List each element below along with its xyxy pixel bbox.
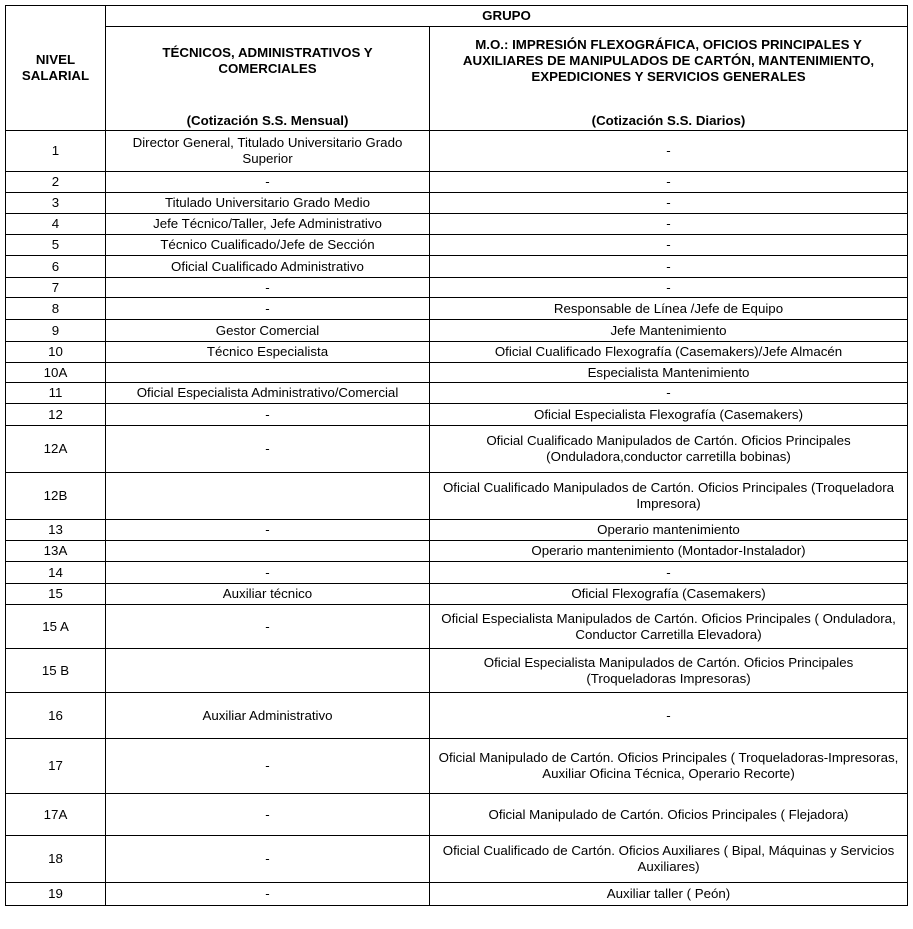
level-cell: 19 (6, 883, 106, 906)
level-cell: 5 (6, 235, 106, 256)
tecnicos-cell: Oficial Cualificado Administrativo (106, 256, 430, 278)
group-header: GRUPO (106, 6, 908, 27)
table-row (6, 520, 908, 541)
mo-cell: - (430, 172, 908, 193)
tecnicos-cell: Jefe Técnico/Taller, Jefe Administrativo (106, 214, 430, 235)
tecnicos-cell (106, 363, 430, 383)
table-row (6, 794, 908, 836)
table-row (6, 342, 908, 363)
mo-cell: - (430, 256, 908, 278)
level-cell: 16 (6, 693, 106, 739)
mo-cell: Especialista Mantenimiento (430, 363, 908, 383)
table-row (6, 214, 908, 235)
mo-cell: Oficial Cualificado Manipulados de Cartón. Oficios Principales (Onduladora,conductor carretilla bobinas) (430, 426, 908, 473)
tecnicos-cell: - (106, 426, 430, 473)
tecnicos-cell: - (106, 883, 430, 906)
mo-column-header (430, 27, 908, 131)
mo-cell: - (430, 278, 908, 298)
mo-title: M.O.: IMPRESIÓN FLEXOGRÁFICA, OFICIOS PRINCIPALES Y AUXILIARES DE MANIPULADOS DE CARTÓN, MANTENIMIENTO, EXPEDICIONES Y SERVICIOS GENERALES (462, 37, 875, 84)
level-cell: 13A (6, 541, 106, 562)
level-cell: 10A (6, 363, 106, 383)
tecnicos-cell: - (106, 605, 430, 649)
table-row (6, 363, 908, 383)
mo-cell: Oficial Cualificado Manipulados de Cartón. Oficios Principales (Troqueladora Impresora) (430, 473, 908, 520)
mo-cell: Oficial Manipulado de Cartón. Oficios Principales ( Troqueladoras-Impresoras, Auxiliar Oficina Técnica, Operario Recorte) (430, 739, 908, 794)
tecnicos-cell: - (106, 172, 430, 193)
salary-levels-table (5, 5, 908, 906)
mo-cell: - (430, 214, 908, 235)
table-row (6, 562, 908, 584)
tecnicos-cell: - (106, 794, 430, 836)
tecnicos-column-header (106, 27, 430, 131)
table-row (6, 605, 908, 649)
tecnicos-cell: Auxiliar técnico (106, 584, 430, 605)
table-row (6, 235, 908, 256)
mo-cell: Oficial Flexografía (Casemakers) (430, 584, 908, 605)
mo-cell: Oficial Manipulado de Cartón. Oficios Principales ( Flejadora) (430, 794, 908, 836)
level-cell: 18 (6, 836, 106, 883)
tecnicos-cell: Titulado Universitario Grado Medio (106, 193, 430, 214)
table-row (6, 131, 908, 172)
mo-cell: - (430, 235, 908, 256)
table-row (6, 883, 908, 906)
tecnicos-cell: - (106, 836, 430, 883)
tecnicos-cell (106, 541, 430, 562)
table-row (6, 584, 908, 605)
tecnicos-subtitle: (Cotización S.S. Mensual) (186, 113, 349, 128)
mo-cell: Oficial Especialista Flexografía (Casemakers) (430, 404, 908, 426)
level-cell: 7 (6, 278, 106, 298)
level-cell: 13 (6, 520, 106, 541)
tecnicos-cell: - (106, 404, 430, 426)
mo-cell: Responsable de Línea /Jefe de Equipo (430, 298, 908, 320)
tecnicos-cell: Oficial Especialista Administrativo/Comercial (106, 383, 430, 404)
level-cell: 12B (6, 473, 106, 520)
level-cell: 9 (6, 320, 106, 342)
mo-cell: Auxiliar taller ( Peón) (430, 883, 908, 906)
tecnicos-title: TÉCNICOS, ADMINISTRATIVOS Y COMERCIALES (162, 45, 373, 76)
tecnicos-cell: - (106, 739, 430, 794)
tecnicos-cell: - (106, 562, 430, 584)
level-cell: 12A (6, 426, 106, 473)
table-row (6, 383, 908, 404)
level-cell: 8 (6, 298, 106, 320)
level-cell: 15 (6, 584, 106, 605)
table-row (6, 649, 908, 693)
mo-cell: Operario mantenimiento (430, 520, 908, 541)
level-cell: 17 (6, 739, 106, 794)
level-cell: 14 (6, 562, 106, 584)
tecnicos-cell: Técnico Cualificado/Jefe de Sección (106, 235, 430, 256)
tecnicos-cell (106, 473, 430, 520)
tecnicos-cell: - (106, 298, 430, 320)
level-cell: 11 (6, 383, 106, 404)
table-row (6, 473, 908, 520)
mo-cell: Oficial Especialista Manipulados de Cartón. Oficios Principales ( Onduladora, Conductor Carretilla Elevadora) (430, 605, 908, 649)
table-row (6, 298, 908, 320)
table-row (6, 541, 908, 562)
table-row (6, 739, 908, 794)
mo-cell: - (430, 693, 908, 739)
mo-subtitle: (Cotización S.S. Diarios) (591, 113, 746, 128)
table-body (6, 131, 908, 906)
level-cell: 17A (6, 794, 106, 836)
mo-cell: - (430, 131, 908, 172)
table-row (6, 836, 908, 883)
tecnicos-cell: Gestor Comercial (106, 320, 430, 342)
table-row (6, 693, 908, 739)
level-cell: 10 (6, 342, 106, 363)
level-cell: 1 (6, 131, 106, 172)
mo-cell: Oficial Cualificado de Cartón. Oficios Auxiliares ( Bipal, Máquinas y Servicios Auxiliares) (430, 836, 908, 883)
tecnicos-cell: Auxiliar Administrativo (106, 693, 430, 739)
mo-cell: Jefe Mantenimiento (430, 320, 908, 342)
table-row (6, 320, 908, 342)
table-row (6, 256, 908, 278)
level-cell: 2 (6, 172, 106, 193)
level-cell: 6 (6, 256, 106, 278)
table-row (6, 278, 908, 298)
table-row (6, 172, 908, 193)
tecnicos-cell: - (106, 520, 430, 541)
mo-cell: - (430, 193, 908, 214)
table-row (6, 193, 908, 214)
level-cell: 15 B (6, 649, 106, 693)
mo-cell: Oficial Cualificado Flexografía (Casemakers)/Jefe Almacén (430, 342, 908, 363)
table-row (6, 404, 908, 426)
tecnicos-cell (106, 649, 430, 693)
tecnicos-cell: Director General, Titulado Universitario Grado Superior (106, 131, 430, 172)
level-cell: 12 (6, 404, 106, 426)
tecnicos-cell: Técnico Especialista (106, 342, 430, 363)
level-cell: 4 (6, 214, 106, 235)
table-row (6, 426, 908, 473)
level-header: NIVEL SALARIAL (6, 6, 106, 131)
mo-cell: - (430, 562, 908, 584)
mo-cell: Oficial Especialista Manipulados de Cartón. Oficios Principales (Troqueladoras Impresoras) (430, 649, 908, 693)
mo-cell: Operario mantenimiento (Montador-Instalador) (430, 541, 908, 562)
level-cell: 15 A (6, 605, 106, 649)
tecnicos-cell: - (106, 278, 430, 298)
mo-cell: - (430, 383, 908, 404)
level-cell: 3 (6, 193, 106, 214)
